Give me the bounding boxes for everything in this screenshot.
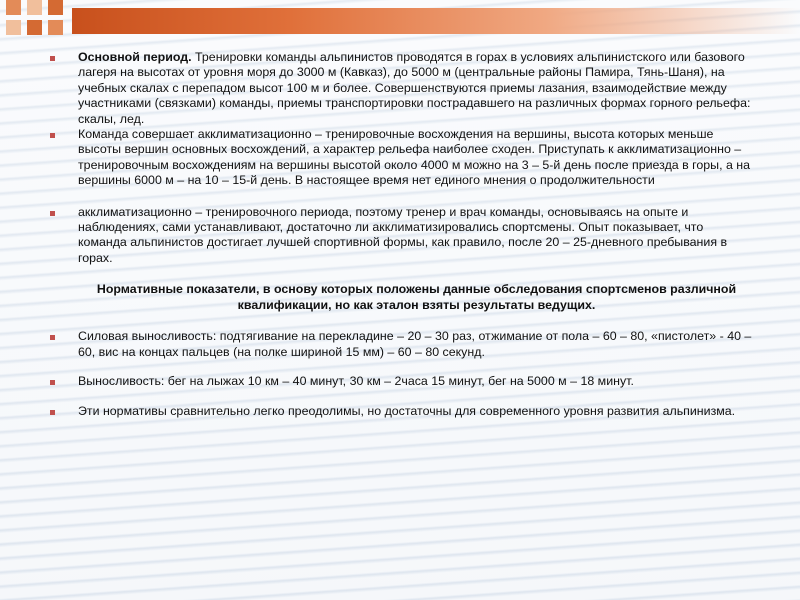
bullet-icon: [50, 56, 55, 61]
norm-text: Эти нормативы сравнительно легко преодолимы, но достаточны для современного уровня развития альпинизма.: [78, 403, 736, 418]
paragraph-text: акклиматизационно – тренировочного периода, поэтому тренер и врач команды, основываясь на опыте и наблюдениях, сами устанавливают, достаточно ли акклиматизировались спортсмены. Опыт показывает, что команда альпинистов достигает лучшей спортивной формы, как правило, после 20 – 25-дневного пребывания в горах.: [78, 204, 728, 265]
deco-square: [27, 0, 42, 15]
list-item: [50, 50, 755, 127]
bullet-icon: [50, 211, 55, 216]
bullet-icon: [50, 133, 55, 138]
deco-square: [48, 20, 63, 35]
decorative-squares: [0, 0, 70, 50]
bullet-icon: [50, 380, 55, 385]
list-item: [50, 404, 755, 419]
list-item: [50, 374, 755, 389]
deco-square: [48, 0, 63, 15]
section-heading: Нормативные показатели, в основу которых положены данные обследования спортсменов различной квалификации, но как эталон взяты результаты ведущих.: [96, 282, 737, 312]
paragraph-text: Тренировки команды альпинистов проводятся в горах в условиях альпинистского или базового лагеря на высотах от уровня моря до 3000 м (Кавказ), до 5000 м (центральные районы Памира, Тянь-Шаня), на учебных скалах с перепадом высот 100 м и более. Совершенствуются приемы лазания, взаимодействие между участниками (связками) команды, приемы транспортировки пострадавшего на различных формах горного рельефа: скалы, лед.: [78, 50, 751, 126]
norm-text: Силовая выносливость: подтягивание на перекладине – 20 – 30 раз, отжимание от пола – 60 – 80, «пистолет» - 40 – 60, вис на концах пальцев (на полке шириной 15 мм) – 60 – 80 секунд.: [78, 329, 752, 359]
list-item: [50, 205, 755, 267]
paragraph-text: Команда совершает акклиматизационно – тренировочные восхождения на вершины, высота которых меньше высоты вершин основных восхождений, а характер рельефа наиболее сходен. Приступать к акклиматизационно – тренировочным восхождениям на вершины высотой около 4000 м можно на 3 – 5-й день после приезда в горы, а на вершины 6000 м – на 10 – 15-й день. В настоящее время нет единого мнения о продолжительности: [78, 127, 751, 188]
header-accent-bar: [72, 8, 800, 34]
bullet-icon: [50, 410, 55, 415]
list-item: [50, 329, 755, 360]
paragraph-lead: Основной период.: [78, 50, 192, 64]
deco-square: [27, 20, 42, 35]
bullet-icon: [50, 335, 55, 340]
slide-content: [50, 50, 755, 419]
deco-square: [6, 0, 21, 15]
deco-square: [6, 20, 21, 35]
norm-text: Выносливость: бег на лыжах 10 км – 40 минут, 30 км – 2часа 15 минут, бег на 5000 м – 18 минут.: [78, 374, 634, 389]
list-item: [50, 127, 755, 189]
